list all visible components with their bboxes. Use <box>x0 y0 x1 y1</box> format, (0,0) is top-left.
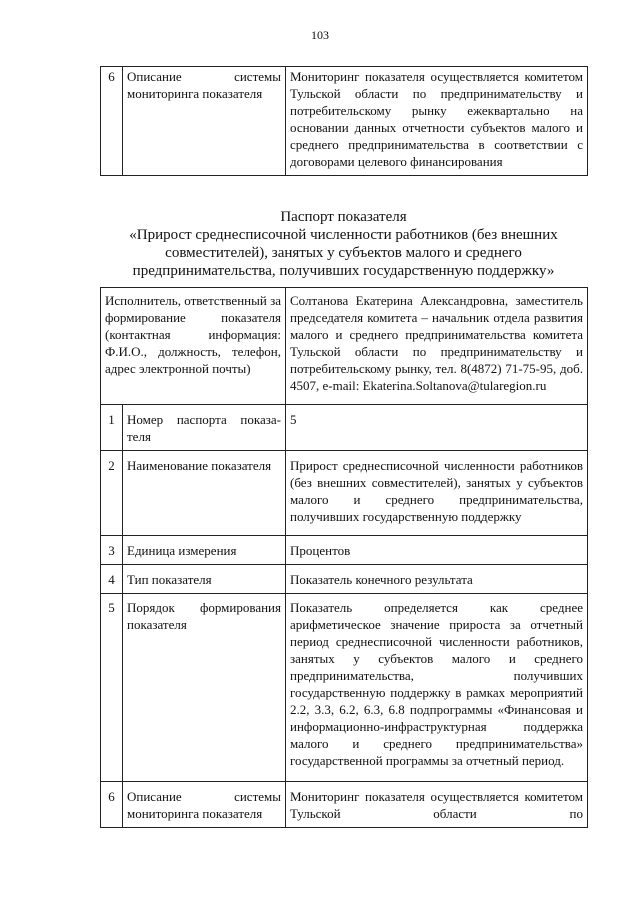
passport-table <box>100 287 588 828</box>
row-value: Показатель определяется как среднее арифметическое значение прироста за отчетный период среднесписочной численности работников, занятых у субъектов малого и среднего предпринимательства, получивших государственную поддержку в рамках мероприятий 2.2, 3.3, 6.2, 6.3, 6.8 подпрограммы «Финансовая и информационно-инфраструктурная поддержка малого и среднего предпринимательства» государственной программы за отчетный период. <box>286 594 588 782</box>
row-value: Показатель конечного результата <box>286 565 588 594</box>
table-row <box>101 782 588 828</box>
row-label: Тип показателя <box>123 565 286 594</box>
row-number: 5 <box>101 594 123 782</box>
row-number: 1 <box>101 405 123 451</box>
row-number: 3 <box>101 536 123 565</box>
executor-value: Солтанова Екатерина Александровна, заместитель председателя комитета – начальник отдела развития малого и среднего предпринимательства комитета Тульской области по предпринимательству и потребительскому рынку, тел. 8(4872) 71-75-95, доб. 4507, e-mail: Ekaterina.Soltanova@tularegion.ru <box>286 288 588 405</box>
passport-title: Паспорт показателя <box>280 209 407 225</box>
row-label: Описание системы мониторинга показателя <box>123 67 286 176</box>
row-value: Мониторинг показателя осуществляется комитетом Тульской области по <box>286 782 588 828</box>
executor-label: Исполнитель, ответственный за формирование показателя (контактная информация: Ф.И.О., должность, телефон, адрес электронной почты) <box>101 288 286 405</box>
row-value: Прирост среднесписочной численности работников (без внешних совместителей), занятых у субъектов малого и среднего предпринимательства, получивших государственную поддержку <box>286 451 588 536</box>
row-value: 5 <box>286 405 588 451</box>
passport-name-line-2: совместителей), занятых у субъектов малого и среднего <box>165 245 522 261</box>
table-row <box>101 594 588 782</box>
row-label: Единица измерения <box>123 536 286 565</box>
page-number: 103 <box>311 28 329 42</box>
top-table <box>100 66 588 176</box>
row-number: 2 <box>101 451 123 536</box>
row-label: Порядок формирования показателя <box>123 594 286 782</box>
passport-name-line-3: предпринимательства, получивших государственную поддержку» <box>132 263 555 279</box>
passport-name-line-1: «Прирост среднесписочной численности работников (без внешних <box>129 227 558 243</box>
row-label: Номер паспорта показа-теля <box>123 405 286 451</box>
passport-heading <box>100 208 587 280</box>
row-number: 6 <box>101 67 123 176</box>
table-row <box>101 67 588 176</box>
table-row <box>101 451 588 536</box>
table-row <box>101 536 588 565</box>
row-label: Описание системы мониторинга показателя <box>123 782 286 828</box>
row-number: 6 <box>101 782 123 828</box>
row-number: 4 <box>101 565 123 594</box>
row-label: Наименование показателя <box>123 451 286 536</box>
row-value: Процентов <box>286 536 588 565</box>
table-row-executor <box>101 288 588 405</box>
table-row <box>101 565 588 594</box>
table-row <box>101 405 588 451</box>
row-value: Мониторинг показателя осуществляется комитетом Тульской области по предпринимательству и потребительскому рынку ежеквартально на основании данных отчетности субъектов малого и среднего предпринимательства в соответствии с договорами целевого финансирования <box>286 67 588 176</box>
